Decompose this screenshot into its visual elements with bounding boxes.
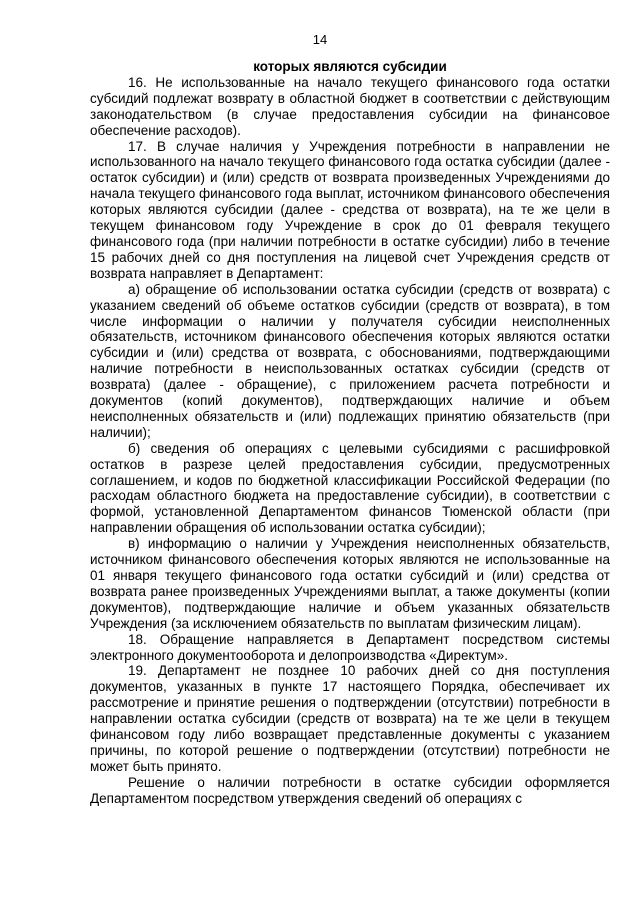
paragraph-decision: Решение о наличии потребности в остатке субсидии оформляется Департаментом посредством утверждения сведений об операциях с bbox=[90, 774, 610, 806]
paragraph-17: 17. В случае наличия у Учреждения потребности в направлении не использованного на начало текущего финансового года остатка субсидии (далее - остаток субсидии) и (или) средств от возврата произведенных Учреждениями до начала текущего финансового года выплат, источником финансового обеспечения которых являются субсидии (далее - средства от возврата), на те же цели в текущем финансовом году Учреждение в срок до 01 февраля текущего финансового года (при наличии потребности в остатке субсидии) либо в течение 15 рабочих дней со дня поступления на лицевой счет Учреждения средств от возврата направляет в Департамент: bbox=[90, 138, 610, 281]
section-heading: которых являются субсидии bbox=[253, 59, 447, 74]
paragraph-17-c: в) информацию о наличии у Учреждения неисполненных обязательств, источником финансового обеспечения которых являются не использованные на 01 января текущего финансового года остатки субсидий и (или) средства от возврата ранее произведенных Учреждениями выплат, а также документы (копии документов), подтверждающие наличие и объем указанных обязательств Учреждения (за исключением обязательств по выплатам физическим лицам). bbox=[90, 536, 610, 631]
paragraph-17-a: а) обращение об использовании остатка субсидии (средств от возврата) с указанием сведений об объеме остатков субсидии (средств от возврата), в том числе информации о наличии у получателя субсидии неисполненных обязательств, источником финансового обеспечения которых являются остатки субсидии и (или) средства от возврата, с обоснованиями, подтверждающими наличие потребности в неиспользованных остатках субсидии (средств от возврата) (далее - обращение), с приложением расчета потребности и документов (копий документов), подтверждающих наличие и объем неисполненных обязательств и (или) подлежащих принятию обязательств (при наличии); bbox=[90, 281, 610, 440]
document-body bbox=[90, 59, 610, 807]
page-number: 14 bbox=[312, 32, 328, 47]
paragraph-19: 19. Департамент не позднее 10 рабочих дней со дня поступления документов, указанных в пункте 17 настоящего Порядка, обеспечивает их рассмотрение и принятие решения о подтверждении (отсутствии) потребности в направлении остатка субсидии (средств от возврата) на те же цели в текущем финансовом году либо возвращает представленные документы с указанием причины, по которой решение о подтверждении (отсутствии) потребности не может быть принято. bbox=[90, 663, 610, 774]
paragraph-16: 16. Не использованные на начало текущего финансового года остатки субсидий подлежат возврату в областной бюджет в соответствии с действующим законодательством (в случае предоставления субсидии на финансовое обеспечение расходов). bbox=[90, 74, 610, 138]
paragraph-18: 18. Обращение направляется в Департамент посредством системы электронного документооборота и делопроизводства «Директум». bbox=[90, 631, 610, 663]
paragraph-17-b: б) сведения об операциях с целевыми субсидиями с расшифровкой остатков в разрезе целей предоставления субсидии, предусмотренных соглашением, и кодов по бюджетной классификации Российской Федерации (по расходам областного бюджета на предоставление субсидии), в соответствии с формой, установленной Департаментом финансов Тюменской области (при направлении обращения об использовании остатка субсидии); bbox=[90, 440, 610, 536]
